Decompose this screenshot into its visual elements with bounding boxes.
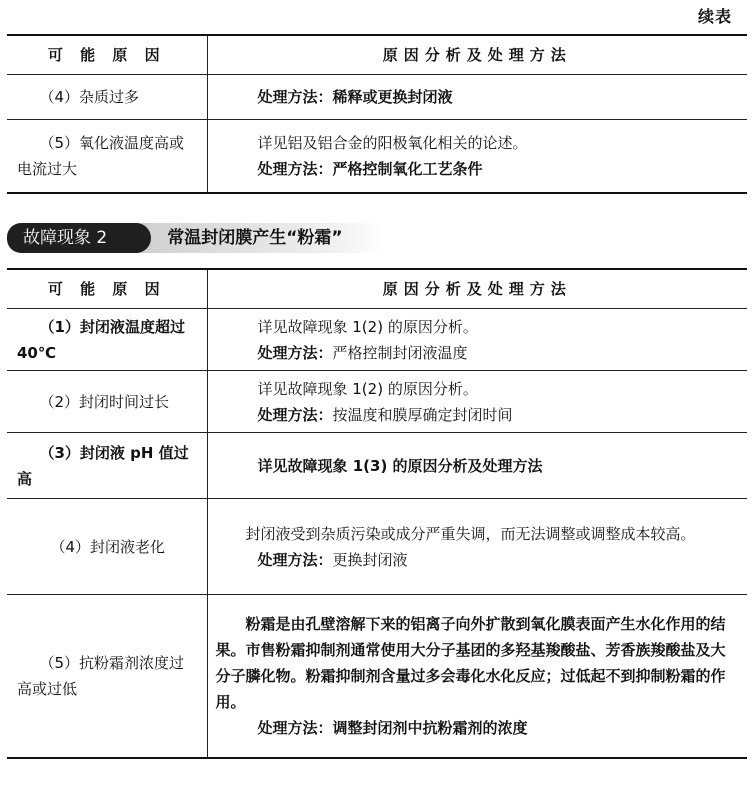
table-row [7, 499, 747, 595]
analysis-text: 详见故障现象 1(3) 的原因分析及处理方法 [257, 456, 543, 475]
method-label: 处理方法： [257, 159, 333, 178]
cause-cell: （3）封闭液 pH 值过高 [7, 433, 207, 499]
table-row [7, 433, 747, 499]
method-text: 严格控制氧化工艺条件 [332, 159, 483, 178]
analysis-cell [207, 309, 747, 371]
method-text: 按温度和膜厚确定封闭时间 [332, 405, 513, 424]
table-continued [7, 34, 747, 194]
cause-cell: （5）抗粉霜剂浓度过高或过低 [7, 595, 207, 758]
analysis-text: 封闭液受到杂质污染或成分严重失调，而无法调整或调整成本较高。 [245, 524, 696, 543]
table-row [7, 595, 747, 758]
analysis-cell [207, 120, 747, 193]
header-analysis: 原因分析及处理方法 [207, 269, 747, 309]
analysis-text: 粉霜是由孔壁溶解下来的铝离子向外扩散到氧化膜表面产生水化作用的结果。市售粉霜抑制剂通常使用大分子基团的多羟基羧酸盐、芳香族羧酸盐及大分子膦化物。粉霜抑制剂含量过多会毒化水化反应；过低起不到抑制粉霜的作用。 [215, 614, 726, 711]
cause-cell: （1）封闭液温度超过 40℃ [7, 309, 207, 371]
analysis-text: 详见故障现象 1(2) 的原因分析。 [257, 317, 478, 336]
method-text: 更换封闭液 [332, 550, 408, 569]
table-row [7, 309, 747, 371]
analysis-cell [207, 75, 747, 120]
method-text: 稀释或更换封闭液 [332, 88, 453, 106]
cause-cell: （5）氧化液温度高或电流过大 [7, 120, 207, 193]
analysis-cell [207, 371, 747, 433]
fault-badge: 故障现象 2 [7, 223, 137, 253]
analysis-cell [207, 499, 747, 595]
header-analysis: 原因分析及处理方法 [207, 35, 747, 75]
analysis-text: 详见铝及铝合金的阳极氧化相关的论述。 [257, 133, 528, 152]
fault-section-header [7, 223, 383, 253]
method-label: 处理方法： [257, 550, 333, 569]
table-fault-2 [7, 268, 747, 759]
cause-cell: （2）封闭时间过长 [7, 371, 207, 433]
table-row [7, 120, 747, 193]
method-label: 处理方法： [257, 88, 333, 106]
header-cause: 可 能 原 因 [7, 35, 207, 75]
method-text: 调整封闭剂中抗粉霜剂的浓度 [332, 718, 528, 737]
analysis-text: 详见故障现象 1(2) 的原因分析。 [257, 379, 478, 398]
table-row [7, 371, 747, 433]
analysis-cell [207, 433, 747, 499]
cause-cell: （4）封闭液老化 [7, 499, 207, 595]
method-label: 处理方法： [257, 405, 333, 424]
table-header-row [7, 35, 747, 75]
method-label: 处理方法： [257, 343, 333, 362]
table-header-row [7, 269, 747, 309]
fault-title: 常温封闭膜产生“粉霜” [137, 223, 382, 253]
continued-label: 续表 [697, 7, 732, 26]
cause-cell: （4）杂质过多 [7, 75, 207, 120]
method-text: 严格控制封闭液温度 [332, 343, 468, 362]
analysis-cell [207, 595, 747, 758]
method-label: 处理方法： [257, 718, 333, 737]
header-cause: 可 能 原 因 [7, 269, 207, 309]
table-row [7, 75, 747, 120]
